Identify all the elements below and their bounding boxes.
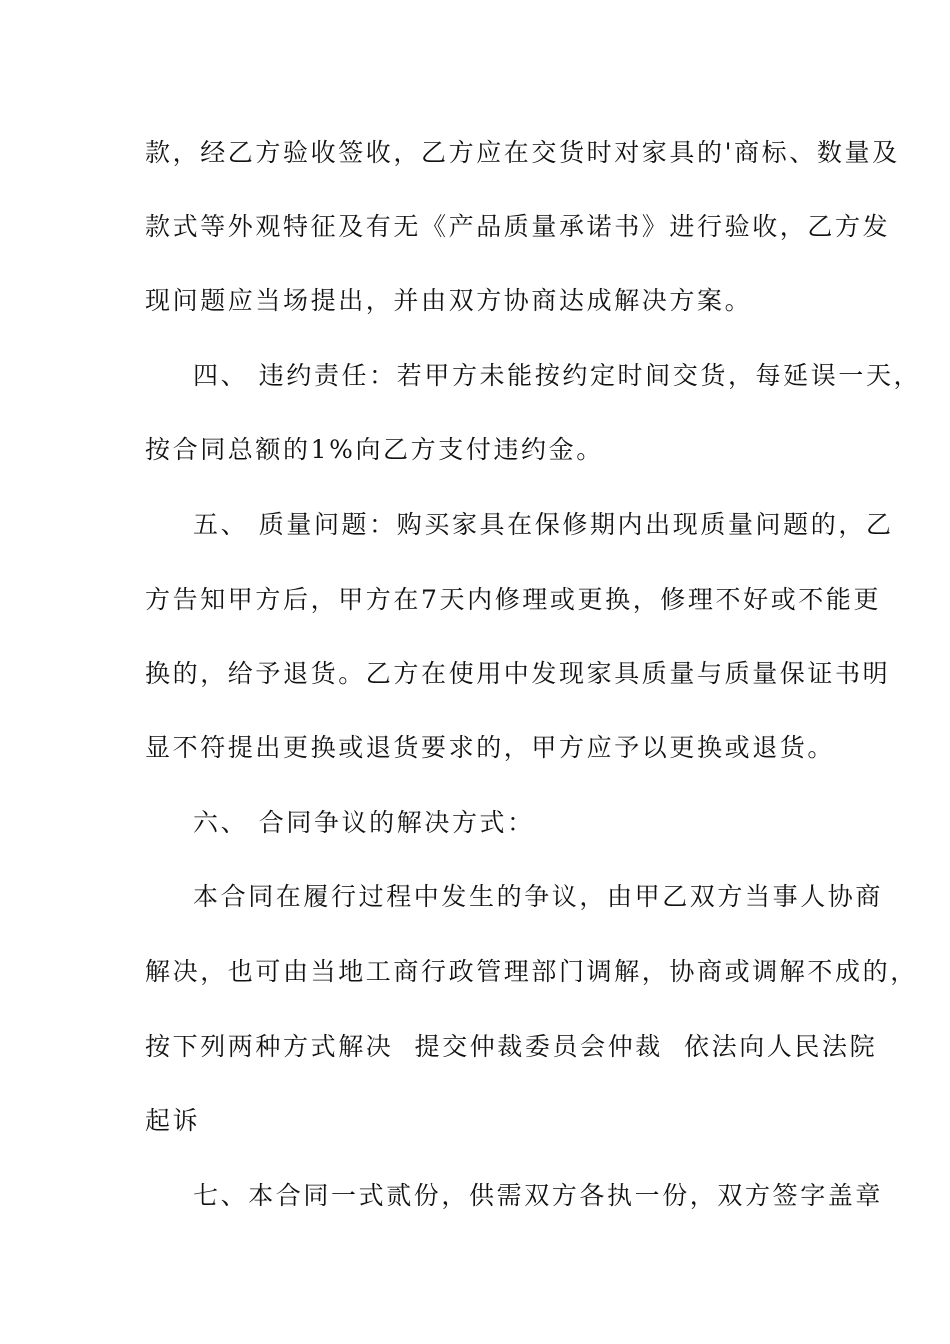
section-heading-copies: 七、本合同一式贰份，供需双方各执一份，双方签字盖章 <box>193 1181 884 1210</box>
paragraph-line: 方告知甲方后，甲方在7天内修理或更换，修理不好或不能更 <box>145 585 882 614</box>
section-heading-breach: 四、 违约责任：若甲方未能按约定时间交货，每延误一天， <box>193 361 922 390</box>
paragraph-line: 解决，也可由当地工商行政管理部门调解，协商或调解不成的， <box>145 957 918 986</box>
paragraph-line: 换的，给予退货。乙方在使用中发现家具质量与质量保证书明 <box>145 659 891 688</box>
paragraph-line: 款，经乙方验收签收，乙方应在交货时对家具的'商标、数量及 <box>145 138 900 167</box>
section-heading-quality: 五、 质量问题：购买家具在保修期内出现质量问题的，乙 <box>193 510 894 539</box>
paragraph-line: 显不符提出更换或退货要求的，甲方应予以更换或退货。 <box>145 733 836 762</box>
paragraph-line: 起诉 <box>145 1106 201 1135</box>
paragraph-line: 现问题应当场提出，并由双方协商达成解决方案。 <box>145 286 753 315</box>
section-heading-dispute: 六、 合同争议的解决方式： <box>193 808 535 837</box>
paragraph-line: 款式等外观特征及有无《产品质量承诺书》进行验收，乙方发 <box>145 212 891 241</box>
paragraph-line: 按下列两种方式解决 提交仲裁委员会仲裁 依法向人民法院 <box>145 1032 878 1061</box>
paragraph-line: 本合同在履行过程中发生的争议，由甲乙双方当事人协商 <box>193 882 884 911</box>
paragraph-line: 按合同总额的1%向乙方支付违约金。 <box>145 435 604 464</box>
